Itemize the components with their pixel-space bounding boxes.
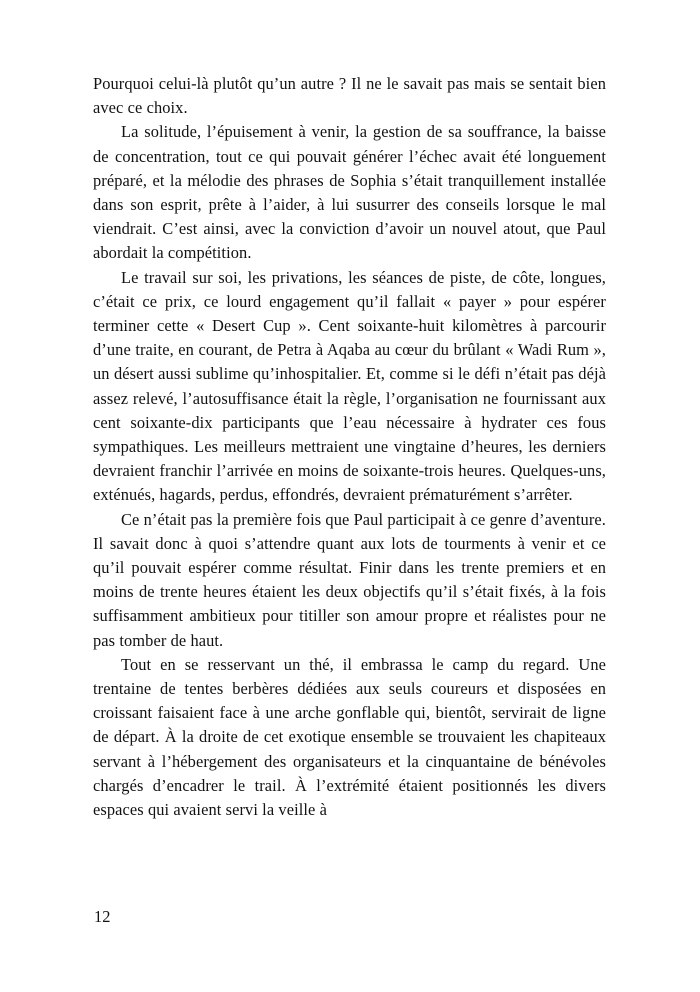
paragraph: La solitude, l’épuisement à venir, la gestion de sa souffrance, la baisse de concentration, tout ce qui pouvait générer l’échec avait été longuement préparé, et la mélodie des phrases de Sophia s’était tranquillement installée dans son esprit, prête à l’aider, à lui susurrer des conseils lorsque le mal viendrait. C’est ainsi, avec la conviction d’avoir un nouvel atout, que Paul abordait la compétition. [93,122,606,263]
page-number: 12 [94,907,111,926]
body-text [93,72,606,822]
paragraph: Ce n’était pas la première fois que Paul participait à ce genre d’aventure. Il savait donc à quoi s’attendre quant aux lots de tourments à venir et ce qu’il pouvait espérer comme résultat. Finir dans les trente premiers et en moins de trente heures étaient les deux objectifs qu’il s’était fixés, à la fois suffisamment ambitieux pour titiller son amour propre et réalistes pour ne pas tomber de haut. [93,509,606,650]
paragraph: Le travail sur soi, les privations, les séances de piste, de côte, longues, c’était ce prix, ce lourd engagement qu’il fallait « payer » pour espérer terminer cette « Desert Cup ». Cent soixante-huit kilomètres à parcourir d’une traite, en courant, de Petra à Aqaba au cœur du brûlant « Wadi Rum », un désert aussi sublime qu’inhospitalier. Et, comme si le défi n’était pas déjà assez relevé, l’autosuffisance était la règle, l’organisation ne fournissant aux cent soixante-dix participants que l’eau nécessaire à hydrater ces fous sympathiques. Les meilleurs mettraient une vingtaine d’heures, les derniers devraient franchir l’arrivée en moins de soixante-trois heures. Quelques-uns, exténués, hagards, perdus, effondrés, devraient prématurément s’arrêter. [93,267,606,505]
paragraph: Tout en se resservant un thé, il embrassa le camp du regard. Une trentaine de tentes berbères dédiées aux seuls coureurs et disposées en croissant faisaient face à une arche gonflable qui, bientôt, servirait de ligne de départ. À la droite de cet exotique ensemble se trouvaient les chapiteaux servant à l’hébergement des organisateurs et la cinquantaine de bénévoles chargés d’encadrer le trail. À l’extrémité étaient positionnés les divers espaces qui avaient servi la veille à [93,654,606,820]
paragraph-continuation: Pourquoi celui-là plutôt qu’un autre ? Il ne le savait pas mais se sentait bien avec ce choix. [93,74,606,118]
